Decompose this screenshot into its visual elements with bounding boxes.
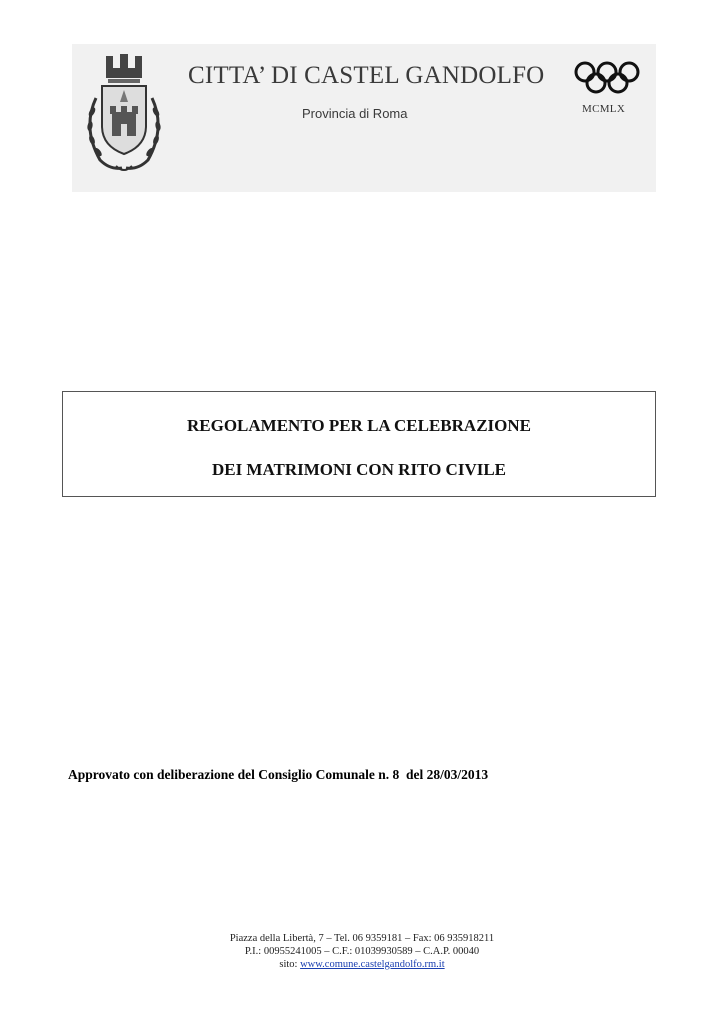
footer-tax-ids: P.I.: 00955241005 – C.F.: 01039930589 – C.A.P. 00040 bbox=[244, 946, 480, 957]
document-title-box bbox=[62, 391, 656, 497]
footer bbox=[0, 932, 724, 971]
footer-site bbox=[0, 958, 724, 971]
footer-address: Piazza della Libertà, 7 – Tel. 06 9359181 – Fax: 06 935918211 bbox=[229, 933, 495, 944]
title-line-1: REGOLAMENTO PER LA CELEBRAZIONE bbox=[186, 416, 531, 435]
footer-site-label: sito: bbox=[279, 959, 301, 970]
approval-note: Approvato con deliberazione del Consiglio Comunale n. 8 del 28/03/2013 bbox=[68, 767, 489, 782]
website-link[interactable]: www.comune.castelgandolfo.rm.it bbox=[300, 959, 445, 970]
city-title: CITTA’ DI CASTEL GANDOLFO bbox=[188, 62, 545, 89]
province-label: Provincia di Roma bbox=[302, 106, 408, 121]
year-roman: MCMLX bbox=[582, 103, 626, 115]
title-line-2: DEI MATRIMONI CON RITO CIVILE bbox=[211, 460, 507, 479]
coat-of-arms-icon bbox=[76, 48, 172, 180]
olympic-rings-icon bbox=[572, 60, 644, 96]
letterhead bbox=[72, 44, 656, 192]
